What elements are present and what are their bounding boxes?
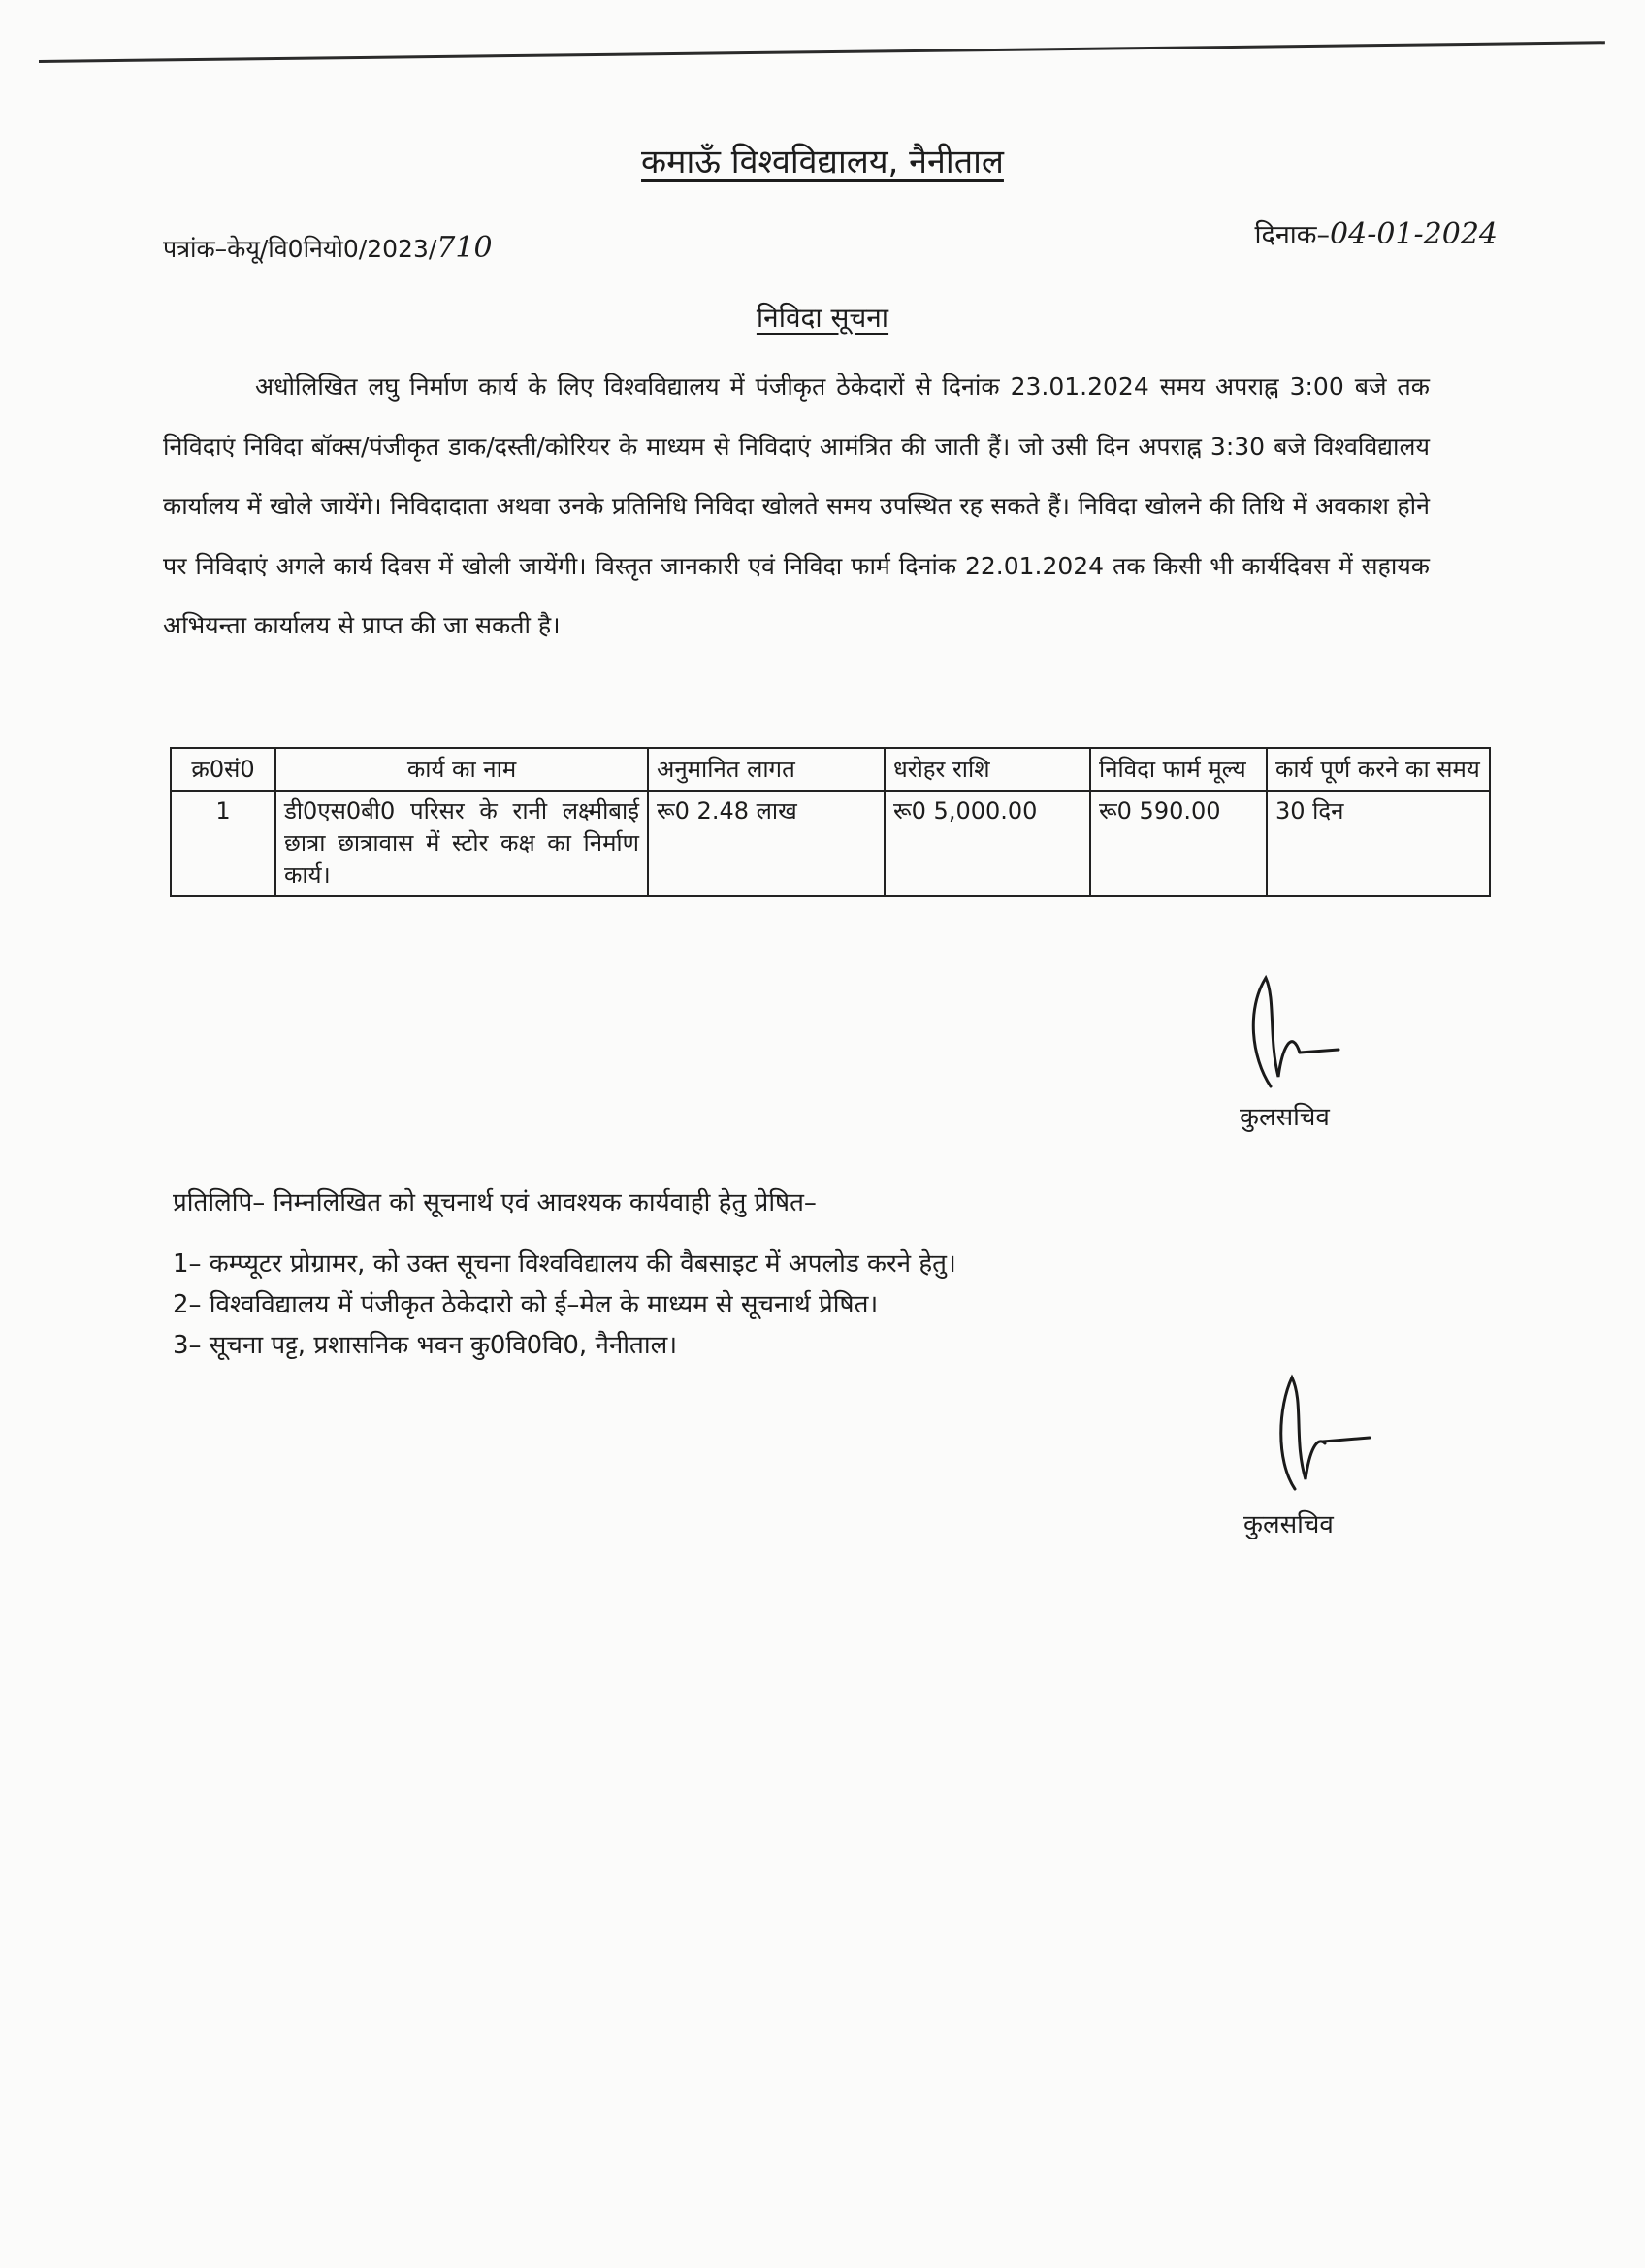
list-item: 1– कम्प्यूटर प्रोग्रामर, को उक्त सूचना विश्वविद्यालय की वैबसाइट में अपलोड करने हेतु।: [173, 1249, 956, 1279]
notice-body: अधोलिखित लघु निर्माण कार्य के लिए विश्वविद्यालय में पंजीकृत ठेकेदारों से दिनांक 23.01.2024 समय अपराह्न 3:00 बजे तक निविदाएं निविदा बॉक्स/पंजीकृत डाक/दस्ती/कोरियर के माध्यम से निविदाएं आमंत्रित की जाती हैं। जो उसी दिन अपराह्न 3:30 बजे विश्वविद्यालय कार्यालय में खोले जायेंगे। निविदादाता अथवा उनके प्रतिनिधि निविदा खोलते समय उपस्थित रह सकते हैं। निविदा खोलने की तिथि में अवकाश होने पर निविदाएं अगले कार्य दिवस में खोली जायेंगी। विस्तृत जानकारी एवं निविदा फार्म दिनांक 22.01.2024 तक किसी भी कार्यदिवस में सहायक अभियन्ता कार्यालय से प्राप्त की जा सकती है।: [163, 373, 1430, 639]
signature-2-image: [1261, 1368, 1377, 1494]
table-row: [171, 791, 1490, 896]
cell-completion-time: 30 दिन: [1267, 791, 1490, 896]
reference-number: [163, 231, 493, 265]
header-earnest-money: धरोहर राशि: [885, 748, 1090, 791]
cell-form-price: रू0 590.00: [1090, 791, 1267, 896]
cell-serial: 1: [171, 791, 275, 896]
reference-handwritten: 710: [436, 231, 493, 265]
reference-prefix: पत्रांक–केयू/वि0नियो0/2023/: [163, 235, 437, 263]
date-prefix: दिनाक–: [1254, 220, 1331, 250]
header-completion-time: कार्य पूर्ण करने का समय: [1267, 748, 1490, 791]
signature-1-image: [1232, 970, 1348, 1096]
header-work-name: कार्य का नाम: [275, 748, 648, 791]
list-item: 3– सूचना पट्ट, प्रशासनिक भवन कु0वि0वि0, नैनीताल।: [173, 1331, 678, 1360]
header-form-price: निविदा फार्म मूल्य: [1090, 748, 1267, 791]
date-handwritten: 04-01-2024: [1330, 217, 1498, 251]
top-rule-line: [39, 41, 1605, 63]
signature-2-label: कुलसचिव: [1243, 1510, 1334, 1539]
notice-heading: निविदा सूचना: [756, 302, 889, 334]
tender-table: [170, 747, 1491, 897]
issue-date: [1254, 215, 1498, 251]
cell-earnest-money: रू0 5,000.00: [885, 791, 1090, 896]
cell-work-name: डी0एस0बी0 परिसर के रानी लक्ष्मीबाई छात्रा छात्रावास में स्टोर कक्ष का निर्माण कार्य।: [275, 791, 648, 896]
university-title: कमाऊँ विश्वविद्यालय, नैनीताल: [641, 143, 1004, 181]
copy-heading: प्रतिलिपि– निम्नलिखित को सूचनार्थ एवं आवश्यक कार्यवाही हेतु प्रेषित–: [173, 1188, 817, 1217]
table-header-row: [171, 748, 1490, 791]
list-item: 2– विश्वविद्यालय में पंजीकृत ठेकेदारो को ई–मेल के माध्यम से सूचनार्थ प्रेषित।: [173, 1290, 879, 1319]
header-serial: क्र0सं0: [171, 748, 275, 791]
header-estimated-cost: अनुमानित लागत: [648, 748, 885, 791]
signature-1-label: कुलसचिव: [1240, 1103, 1330, 1132]
copy-list: [173, 1244, 956, 1366]
cell-estimated-cost: रू0 2.48 लाख: [648, 791, 885, 896]
